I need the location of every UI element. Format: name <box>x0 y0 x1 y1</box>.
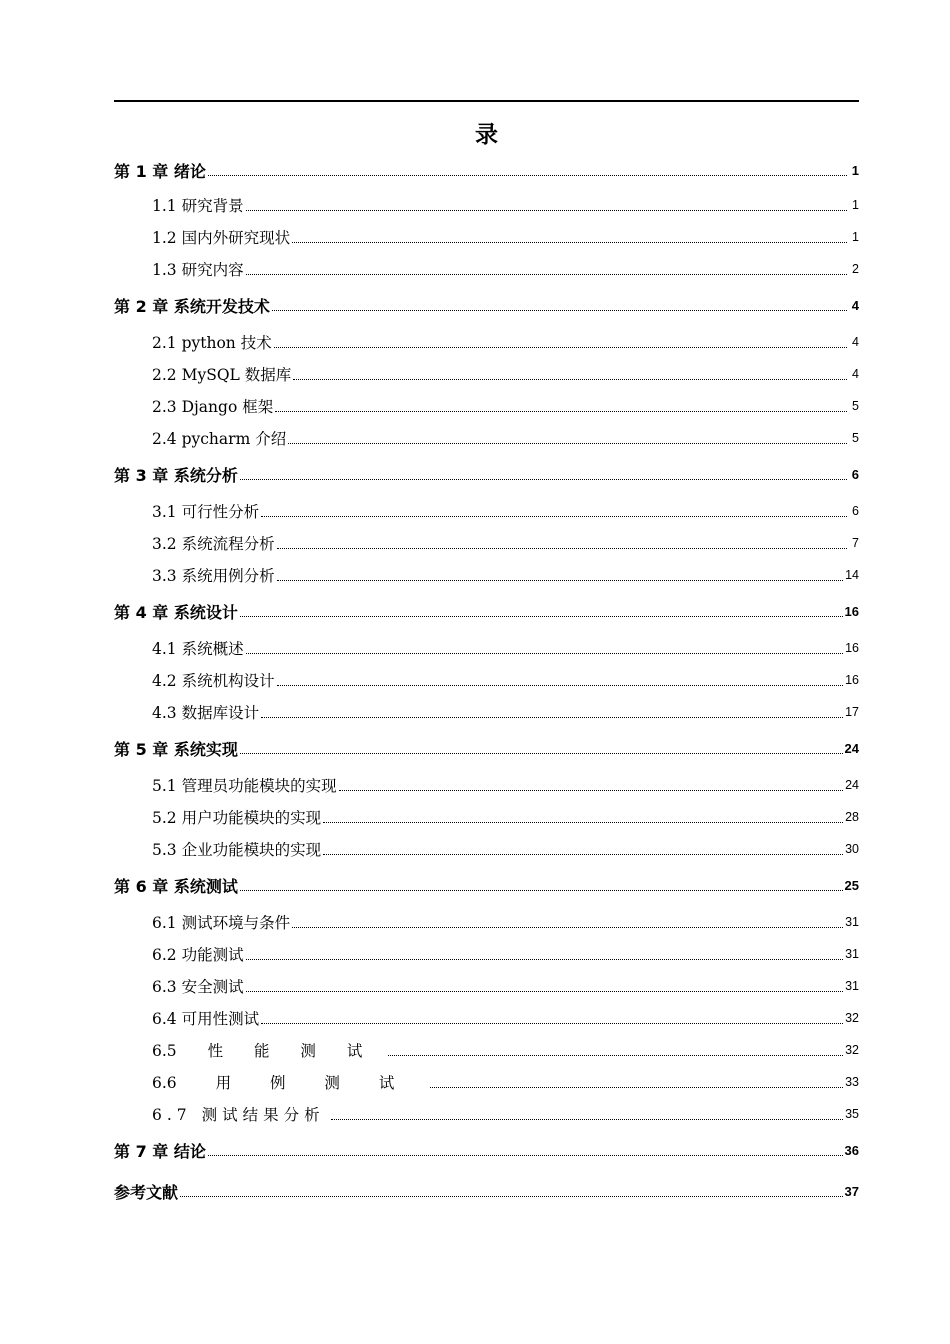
toc-page-number: 36 <box>844 1143 859 1158</box>
toc-entry-label: 4.1 系统概述 <box>152 640 244 658</box>
toc-page-number: 31 <box>845 915 859 929</box>
toc-page-number: 1 <box>852 230 859 244</box>
toc-entry-section-6-4[interactable] <box>114 1002 859 1034</box>
toc-entry-label: 3.1 可行性分析 <box>152 503 260 521</box>
dot-leader <box>275 411 847 412</box>
header-rule <box>114 100 859 102</box>
toc-page-number: 31 <box>845 979 859 993</box>
dot-leader <box>246 991 844 992</box>
dot-leader <box>240 753 843 754</box>
dot-leader <box>246 210 847 211</box>
toc-entry-chapter-4[interactable] <box>114 591 859 632</box>
toc-entry-chapter-2[interactable] <box>114 285 859 326</box>
toc-entry-label: 第 2 章 系统开发技术 <box>114 297 270 316</box>
toc-entry-chapter-7[interactable] <box>114 1130 859 1171</box>
toc-page-number: 30 <box>845 842 859 856</box>
dot-leader <box>180 1196 843 1197</box>
toc-entry-section-1-1[interactable] <box>114 189 859 221</box>
toc-entry-section-6-1[interactable] <box>114 906 859 938</box>
toc-entry-section-5-3[interactable] <box>114 833 859 865</box>
toc-page-number: 31 <box>845 947 859 961</box>
dot-leader <box>293 379 847 380</box>
toc-page-number: 4 <box>852 335 859 349</box>
toc-page-number: 5 <box>852 431 859 445</box>
toc-page-number: 24 <box>844 741 859 756</box>
toc-page-number: 33 <box>845 1075 859 1089</box>
toc-page-number: 16 <box>844 604 859 619</box>
toc-entry-label: 第 5 章 系统实现 <box>114 740 238 759</box>
toc-entry-section-3-3[interactable] <box>114 559 859 591</box>
toc-entry-label: 6.4 可用性测试 <box>152 1010 260 1028</box>
toc-entry-references[interactable] <box>114 1171 859 1212</box>
dot-leader <box>240 890 843 891</box>
toc-entry-label: 2.1 python 技术 <box>152 334 272 352</box>
toc-entry-chapter-5[interactable] <box>114 728 859 769</box>
toc-entry-section-6-3[interactable] <box>114 970 859 1002</box>
toc-page-number: 1 <box>851 163 859 178</box>
toc-entry-label: 参考文献 <box>114 1183 179 1202</box>
toc-page-number: 7 <box>852 536 859 550</box>
dot-leader <box>288 443 847 444</box>
dot-leader <box>292 242 847 243</box>
toc-page-number: 6 <box>851 467 859 482</box>
dot-leader <box>261 1023 843 1024</box>
toc-entry-section-2-1[interactable] <box>114 326 859 358</box>
toc-page-number: 14 <box>845 568 859 582</box>
toc-page-number: 4 <box>852 367 859 381</box>
toc-entry-section-2-2[interactable] <box>114 358 859 390</box>
toc-entry-label: 2.2 MySQL 数据库 <box>152 366 292 384</box>
dot-leader <box>208 175 847 176</box>
toc-entry-label: 4.3 数据库设计 <box>152 704 260 722</box>
toc-entry-section-2-3[interactable] <box>114 390 859 422</box>
toc-entry-label: 6.3 安全测试 <box>152 978 244 996</box>
dot-leader <box>261 717 843 718</box>
toc-entry-label: 1.3 研究内容 <box>152 261 244 279</box>
toc-page-number: 35 <box>845 1107 859 1121</box>
dot-leader <box>277 580 844 581</box>
toc-entry-section-2-4[interactable] <box>114 422 859 454</box>
dot-leader <box>246 274 847 275</box>
toc-entry-label: 6.1 测试环境与条件 <box>152 914 291 932</box>
toc-entry-label: 5.3 企业功能模块的实现 <box>152 841 322 859</box>
toc-entry-section-6-5[interactable] <box>114 1034 859 1066</box>
toc-page-number: 1 <box>852 198 859 212</box>
toc-page-number: 25 <box>844 878 859 893</box>
toc-page-number: 32 <box>845 1043 859 1057</box>
toc-page-number: 16 <box>845 673 859 687</box>
toc-page-number: 5 <box>852 399 859 413</box>
toc-entry-label: 第 3 章 系统分析 <box>114 466 238 485</box>
toc-entry-chapter-6[interactable] <box>114 865 859 906</box>
dot-leader <box>339 790 844 791</box>
toc-entry-section-1-2[interactable] <box>114 221 859 253</box>
dot-leader <box>292 927 843 928</box>
toc-page-number: 24 <box>845 778 859 792</box>
dot-leader <box>274 347 847 348</box>
toc-entry-chapter-3[interactable] <box>114 454 859 495</box>
toc-title: 录 <box>475 122 498 148</box>
dot-leader <box>246 653 844 654</box>
toc-entry-section-6-2[interactable] <box>114 938 859 970</box>
toc-page-number: 17 <box>845 705 859 719</box>
toc-entry-label: 6.6 用 例 测 试 <box>152 1074 395 1092</box>
dot-leader <box>261 516 847 517</box>
dot-leader <box>430 1087 843 1088</box>
toc-entry-section-6-7[interactable] <box>114 1098 859 1130</box>
toc-entry-section-6-6[interactable] <box>114 1066 859 1098</box>
toc-entry-label: 3.2 系统流程分析 <box>152 535 275 553</box>
dot-leader <box>323 822 843 823</box>
toc-entry-label: 3.3 系统用例分析 <box>152 567 275 585</box>
dot-leader <box>388 1055 843 1056</box>
toc-page-number: 28 <box>845 810 859 824</box>
toc-entry-label: 1.2 国内外研究现状 <box>152 229 291 247</box>
toc-entry-label: 6.5 性 能 测 试 <box>152 1042 363 1060</box>
toc-entry-label: 第 6 章 系统测试 <box>114 877 238 896</box>
toc-entry-chapter-1[interactable] <box>114 152 859 189</box>
toc-page-number: 2 <box>852 262 859 276</box>
toc-entry-section-4-1[interactable] <box>114 632 859 664</box>
toc-entry-section-3-2[interactable] <box>114 527 859 559</box>
dot-leader <box>272 310 847 311</box>
toc-entry-section-5-2[interactable] <box>114 801 859 833</box>
toc-page-number: 37 <box>844 1184 859 1199</box>
toc-entry-label: 2.4 pycharm 介绍 <box>152 430 287 448</box>
toc-entry-label: 第 4 章 系统设计 <box>114 603 238 622</box>
table-of-contents <box>114 152 859 1212</box>
toc-entry-label: 1.1 研究背景 <box>152 197 244 215</box>
toc-entry-label: 6.7 测试结果分析 <box>152 1106 325 1124</box>
toc-page-number: 16 <box>845 641 859 655</box>
dot-leader <box>323 854 843 855</box>
dot-leader <box>240 479 847 480</box>
dot-leader <box>277 548 847 549</box>
dot-leader <box>277 685 844 686</box>
toc-entry-section-3-1[interactable] <box>114 495 859 527</box>
toc-entry-label: 4.2 系统机构设计 <box>152 672 275 690</box>
toc-page-number: 32 <box>845 1011 859 1025</box>
dot-leader <box>240 616 843 617</box>
toc-entry-label: 2.3 Django 框架 <box>152 398 274 416</box>
toc-entry-section-5-1[interactable] <box>114 769 859 801</box>
toc-page-number: 6 <box>852 504 859 518</box>
toc-entry-label: 5.2 用户功能模块的实现 <box>152 809 322 827</box>
toc-entry-section-4-2[interactable] <box>114 664 859 696</box>
toc-entry-label: 5.1 管理员功能模块的实现 <box>152 777 337 795</box>
toc-page-number: 4 <box>851 298 859 313</box>
dot-leader <box>208 1155 843 1156</box>
toc-entry-section-1-3[interactable] <box>114 253 859 285</box>
dot-leader <box>331 1119 844 1120</box>
toc-entry-section-4-3[interactable] <box>114 696 859 728</box>
toc-entry-label: 6.2 功能测试 <box>152 946 244 964</box>
toc-entry-label: 第 1 章 绪论 <box>114 162 206 181</box>
dot-leader <box>246 959 844 960</box>
toc-entry-label: 第 7 章 结论 <box>114 1142 206 1161</box>
